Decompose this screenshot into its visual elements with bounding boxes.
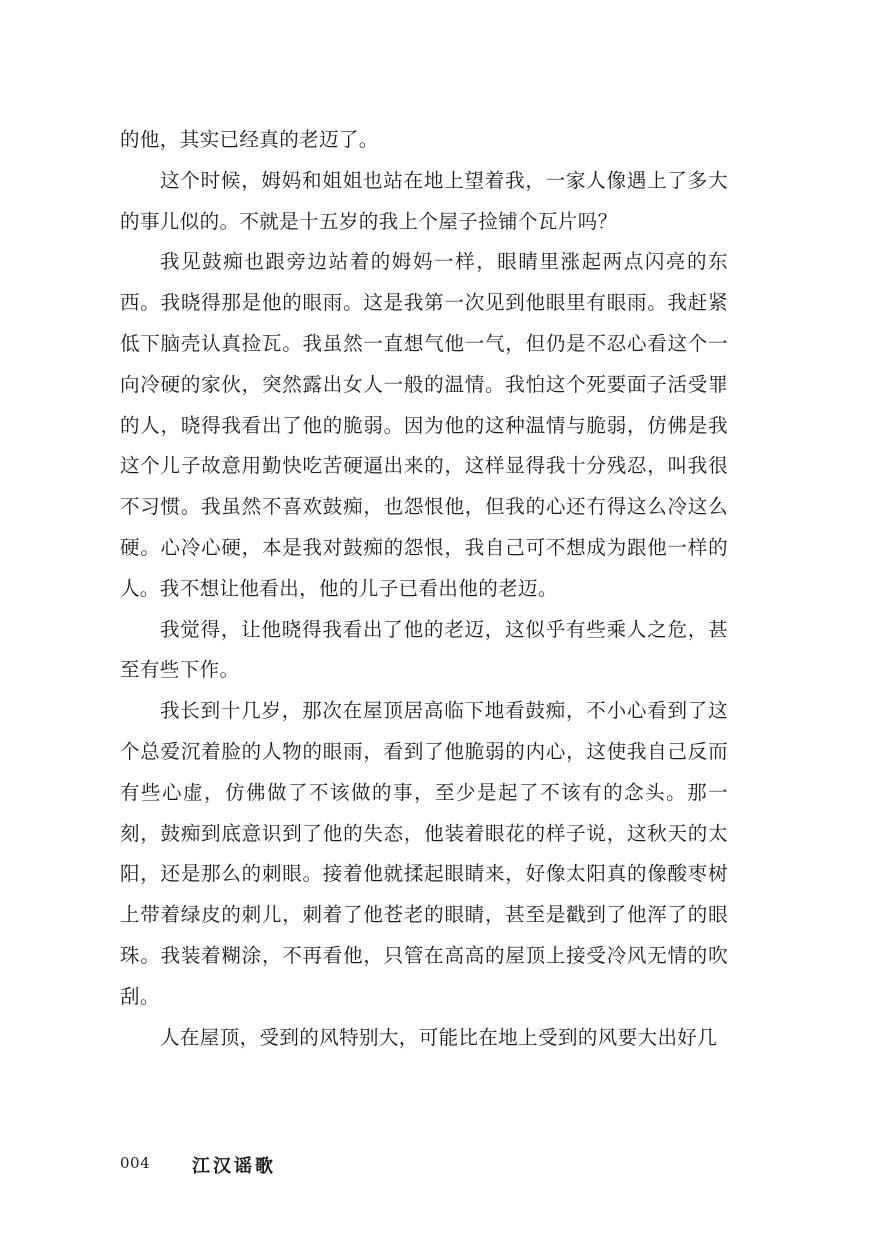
paragraph: 这个时候，姆妈和姐姐也站在地上望着我，一家人像遇上了多大的事儿似的。不就是十五岁的我上个屋子捡铺个瓦片吗？: [120, 168, 728, 233]
body-text: [120, 120, 728, 1058]
paragraph: 我觉得，让他晓得我看出了他的老迈，这似乎有些乘人之危，甚至有些下作。: [120, 617, 728, 682]
paragraph: 人在屋顶，受到的风特别大，可能比在地上受到的风要大出好几: [160, 1025, 718, 1049]
running-book-title: 江汉谣歌: [192, 1156, 276, 1177]
page-number: 004: [120, 1154, 151, 1172]
paragraph: 的他，其实已经真的老迈了。: [120, 128, 379, 151]
paragraph: 我见鼓痴也跟旁边站着的姆妈一样，眼睛里涨起两点闪亮的东西。我晓得那是他的眼雨。这是我第一次见到他眼里有眼雨。我赶紧低下脑壳认真捡瓦。我虽然一直想气他一气，但仍是不忍心看这个一向冷硬的家伙，突然露出女人一般的温情。我怕这个死要面子活受罪的人，晓得我看出了他的脆弱。因为他的这种温情与脆弱，仿佛是我这个儿子故意用勤快吃苦硬逼出来的，这样显得我十分残忍，叫我很不习惯。我虽然不喜欢鼓痴，也怨恨他，但我的心还冇得这么冷这么硬。心冷心硬，本是我对鼓痴的怨恨，我自己可不想成为跟他一样的人。我不想让他看出，他的儿子已看出他的老迈。: [120, 250, 728, 600]
paragraph: 我长到十几岁，那次在屋顶居高临下地看鼓痴，不小心看到了这个总爱沉着脸的人物的眼雨，看到了他脆弱的内心，这使我自己反而有些心虚，仿佛做了不该做的事，至少是起了不该有的念头。那一刻，鼓痴到底意识到了他的失态，他装着眼花的样子说，这秋天的太阳，还是那么的刺眼。接着他就揉起眼睛来，好像太阳真的像酸枣树上带着绿皮的刺儿，刺着了他苍老的眼睛，甚至是戳到了他浑了的眼珠。我装着糊涂，不再看他，只管在高高的屋顶上接受冷风无情的吹刮。: [120, 699, 728, 1008]
